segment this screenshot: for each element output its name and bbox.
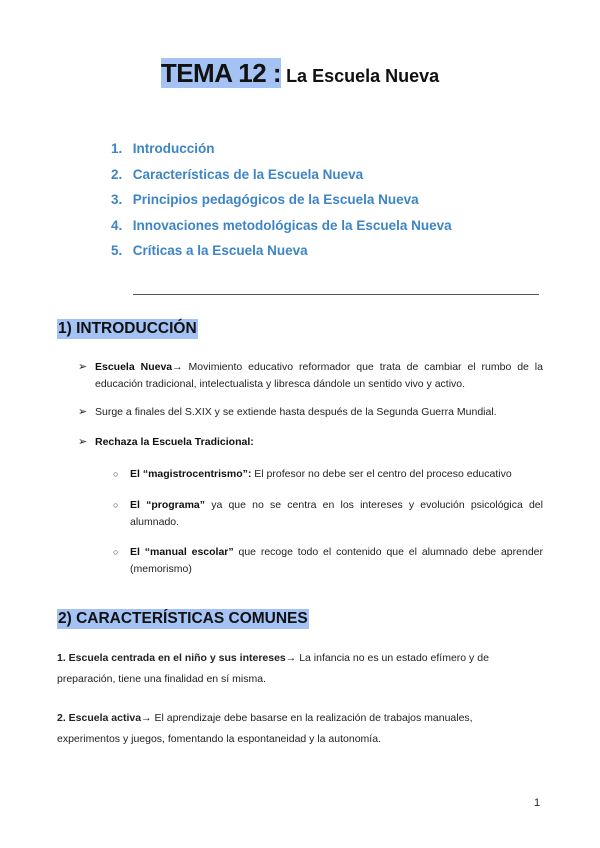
list-item: Surge a finales del S.XIX y se extiende hasta después de la Segunda Guerra Mundial. (95, 406, 497, 418)
list-item: El “programa” ya que no se centra en los intereses y evolución psicológica del alumnado. (130, 499, 543, 528)
arrow-bullet-icon: ➢ (78, 406, 88, 418)
list-item: Escuela Nueva→ Movimiento educativo reformador que trata de cambiar el rumbo de la educación tradicional, intelectualista y libresca dándole un sentido vivo y activo. (95, 361, 543, 390)
title-topic-number: TEMA 12 (160, 58, 273, 88)
list-item: 2. Escuela activa→ El aprendizaje debe basarse en la realización de trabajos manuales, experimentos y juegos, fomentando la espontaneidad y la autonomía. (57, 712, 473, 745)
toc-item[interactable]: 2. Características de la Escuela Nueva (111, 166, 364, 182)
section-heading-introduccion: 1) INTRODUCCIÓN (58, 320, 197, 337)
circle-bullet-icon: ○ (113, 547, 119, 557)
toc-item[interactable]: 5. Críticas a la Escuela Nueva (111, 243, 308, 258)
toc-item[interactable]: 1. Introducción (111, 141, 215, 156)
page-number: 1 (534, 797, 541, 809)
list-item: El “manual escolar” que recoge todo el contenido que el alumnado debe aprender (memorismo) (130, 546, 543, 575)
circle-bullet-icon: ○ (113, 469, 119, 479)
title-colon: : (272, 58, 282, 88)
list-item: El “magistrocentrismo”: El profesor no debe ser el centro del proceso educativo (130, 468, 512, 480)
circle-bullet-icon: ○ (113, 500, 119, 510)
table-of-contents (111, 138, 452, 266)
list-item: 1. Escuela centrada en el niño y sus intereses→ La infancia no es un estado efímero y de preparación, tiene una finalidad en sí misma. (57, 652, 489, 685)
toc-item[interactable]: 3. Principios pedagógicos de la Escuela Nueva (111, 192, 419, 207)
title-subtitle: La Escuela Nueva (281, 66, 440, 86)
section-heading-caracteristicas: 2) CARACTERÍSTICAS COMUNES (58, 610, 308, 627)
toc-item[interactable]: 4. Innovaciones metodológicas de la Escuela Nueva (111, 217, 452, 233)
arrow-bullet-icon: ➢ (78, 436, 88, 448)
list-item: Rechaza la Escuela Tradicional: (95, 436, 254, 448)
arrow-bullet-icon: ➢ (78, 361, 88, 373)
document-title (0, 58, 600, 89)
horizontal-divider (133, 294, 539, 295)
